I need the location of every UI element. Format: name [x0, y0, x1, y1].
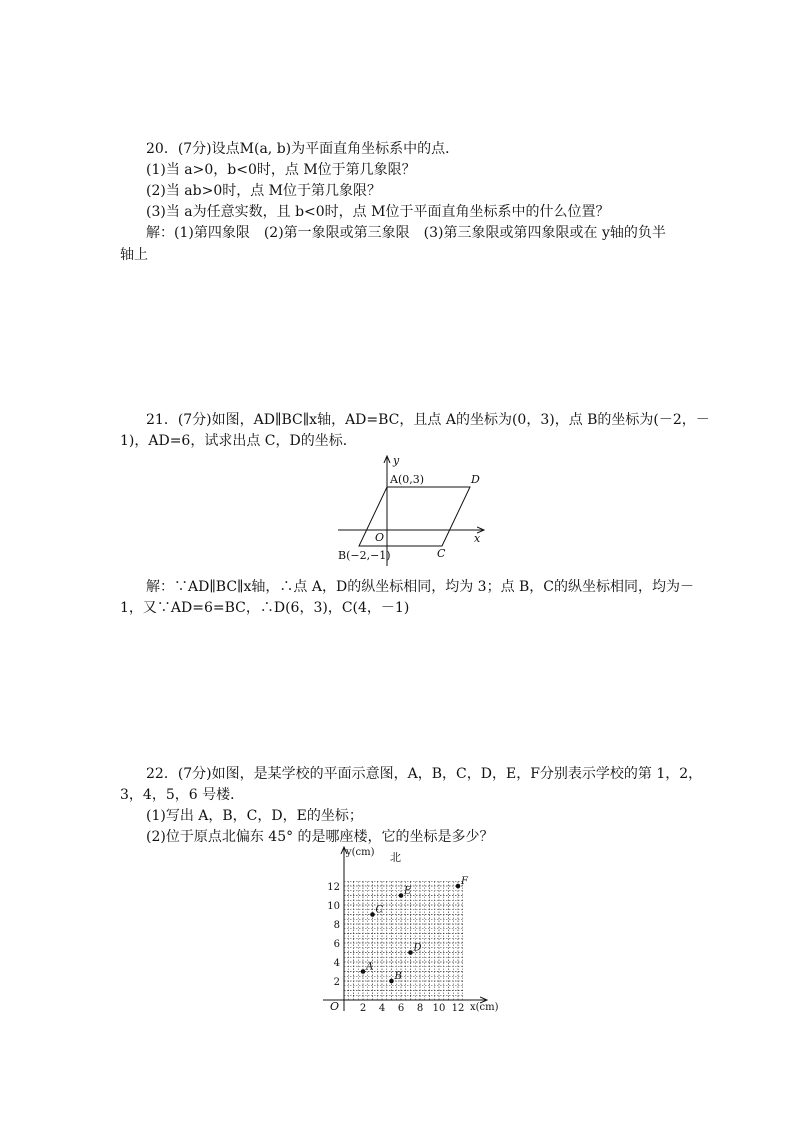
x-tick-label: 4 — [378, 1003, 386, 1014]
q20-part3: (3)当 a为任意实数，且 b<0时，点 M位于平面直角坐标系中的什么位置？ — [146, 204, 610, 220]
x-tick-label: 12 — [451, 1003, 465, 1014]
y-tick-label: 8 — [333, 920, 340, 931]
q21-label-A: A(0,3) — [390, 473, 425, 486]
q21-label-D: D — [471, 473, 480, 486]
q22-school-map-figure — [315, 843, 505, 1015]
q21-answer-line2: 1，又∵AD=6=BC，∴D(6，3)，C(4，－1) — [120, 600, 410, 616]
q21-stem-line2: 1)，AD=6，试求出点 C，D的坐标． — [120, 433, 357, 449]
point-label-A: A — [366, 961, 374, 973]
q20-answer-line2: 轴上 — [120, 247, 148, 263]
q20-answer-line1: 解：(1)第四象限 (2)第一象限或第三象限 (3)第三象限或第四象限或在 y轴的负半 — [146, 225, 666, 241]
q22-origin: O — [330, 1000, 340, 1013]
q22-part2: (2)位于原点北偏东 45° 的是哪座楼，它的坐标是多少？ — [146, 829, 494, 845]
point-D — [408, 950, 413, 955]
point-C — [370, 912, 375, 917]
point-F — [456, 884, 461, 889]
q21-label-x: x — [474, 532, 481, 545]
q21-answer-line1: 解：∵AD∥BC∥x轴，∴点 A，D的纵坐标相同，均为 3；点 B，C的纵坐标相同，均为－ — [146, 579, 695, 595]
q20-stem: 20．(7分)设点M(a, b)为平面直角坐标系中的点． — [146, 141, 460, 157]
q22-grid — [344, 881, 463, 1000]
y-tick-label: 10 — [327, 901, 340, 912]
x-tick-label: 6 — [397, 1003, 405, 1014]
q22-north-label: 北 — [390, 851, 401, 864]
point-B — [389, 979, 394, 984]
q22-stem-line1: 22．(7分)如图，是某学校的平面示意图，A，B，C，D，E，F分别表示学校的第 1，2， — [146, 766, 703, 782]
y-tick-label: 12 — [327, 882, 340, 893]
q21-label-B: B(−2,−1) — [338, 549, 391, 562]
point-label-D: D — [413, 942, 422, 954]
y-tick-label: 2 — [333, 977, 340, 988]
x-tick-label: 8 — [416, 1003, 424, 1014]
q22-xlabel: x(cm) — [470, 1002, 499, 1013]
q20-part2: (2)当 ab>0时，点 M位于第几象限？ — [146, 183, 382, 199]
x-tick-label: 10 — [432, 1003, 446, 1014]
point-label-C: C — [375, 904, 384, 916]
q22-stem-line2: 3，4，5，6 号楼． — [120, 787, 245, 803]
q21-parallelogram-figure — [330, 452, 500, 570]
point-E — [399, 893, 404, 898]
q21-stem-line1: 21．(7分)如图，AD∥BC∥x轴，AD=BC，且点 A的坐标为(0，3)，点 B的坐标为(－2，－ — [146, 412, 710, 428]
y-tick-label: 4 — [333, 958, 340, 969]
point-label-E: E — [404, 885, 412, 897]
point-label-B: B — [394, 971, 402, 982]
q21-label-y: y — [393, 454, 400, 467]
q22-part1: (1)写出 A，B，C，D，E的坐标； — [146, 808, 363, 824]
q22-ylabel: y(cm) — [346, 847, 375, 858]
point-label-F: F — [461, 876, 468, 887]
y-tick-label: 6 — [333, 939, 340, 950]
q21-label-origin: O — [375, 531, 385, 544]
point-A — [361, 969, 366, 974]
q21-label-C: C — [437, 547, 446, 560]
x-tick-label: 2 — [359, 1003, 367, 1014]
q20-part1: (1)当 a>0，b<0时，点 M位于第几象限？ — [146, 162, 416, 178]
